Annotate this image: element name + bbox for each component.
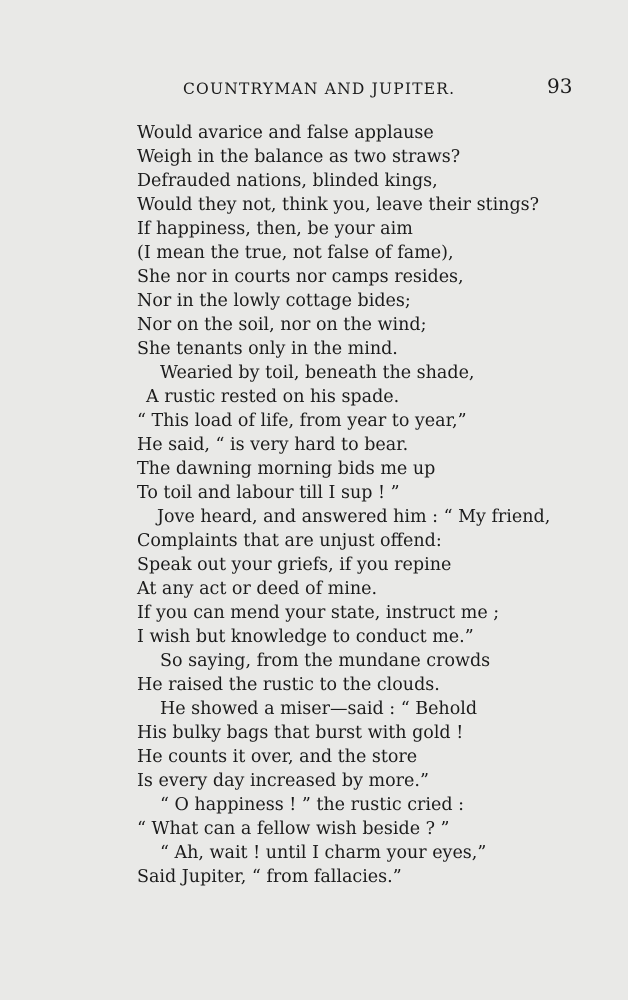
poem-line: Said Jupiter, “ from fallacies.” <box>137 867 402 887</box>
poem-line: Weigh in the balance as two straws? <box>137 147 461 167</box>
running-title: COUNTRYMAN AND JUPITER. <box>183 80 456 98</box>
poem-line: Nor in the lowly cottage bides; <box>137 291 411 311</box>
poem-line: “ O happiness ! ” the rustic cried : <box>160 795 464 815</box>
poem-line: The dawning morning bids me up <box>137 459 436 479</box>
poem-line: She tenants only in the mind. <box>137 339 398 359</box>
poem-line: He showed a miser—said : “ Behold <box>160 699 478 719</box>
poem-line: “ What can a fellow wish beside ? ” <box>137 819 450 839</box>
poem-line: If you can mend your state, instruct me ; <box>137 603 500 623</box>
poem-line: At any act or deed of mine. <box>137 579 378 599</box>
poem-line: Defrauded nations, blinded kings, <box>137 171 438 191</box>
poem-line: Wearied by toil, beneath the shade, <box>160 363 475 383</box>
poem-line: Speak out your griefs, if you repine <box>137 555 452 575</box>
poem-line: Jove heard, and answered him : “ My friend, <box>157 507 551 527</box>
poem-line: “ This load of life, from year to year,” <box>137 411 467 431</box>
poem-line: He said, “ is very hard to bear. <box>137 435 409 455</box>
poem-line: (I mean the true, not false of fame), <box>137 243 454 263</box>
poem-line: Is every day increased by more.” <box>137 771 429 791</box>
poem-line: His bulky bags that burst with gold ! <box>137 723 464 743</box>
poem-line: I wish but knowledge to conduct me.” <box>137 627 474 647</box>
page-number: 93 <box>547 74 573 98</box>
poem-line: Nor on the soil, nor on the wind; <box>137 315 427 335</box>
poem-line: If happiness, then, be your aim <box>137 219 413 239</box>
poem-line: “ Ah, wait ! until I charm your eyes,” <box>160 843 487 863</box>
poem-line: To toil and labour till I sup ! ” <box>137 483 400 503</box>
poem-line: He counts it over, and the store <box>137 747 418 767</box>
poem-line: Would they not, think you, leave their stings? <box>137 195 540 215</box>
poem-line: So saying, from the mundane crowds <box>160 651 491 671</box>
poem-line: Would avarice and false applause <box>137 123 434 143</box>
poem-line: Complaints that are unjust offend: <box>137 531 442 551</box>
poem-line: He raised the rustic to the clouds. <box>137 675 440 695</box>
poem-line: She nor in courts nor camps resides, <box>137 267 464 287</box>
poem-line: A rustic rested on his spade. <box>146 387 400 407</box>
